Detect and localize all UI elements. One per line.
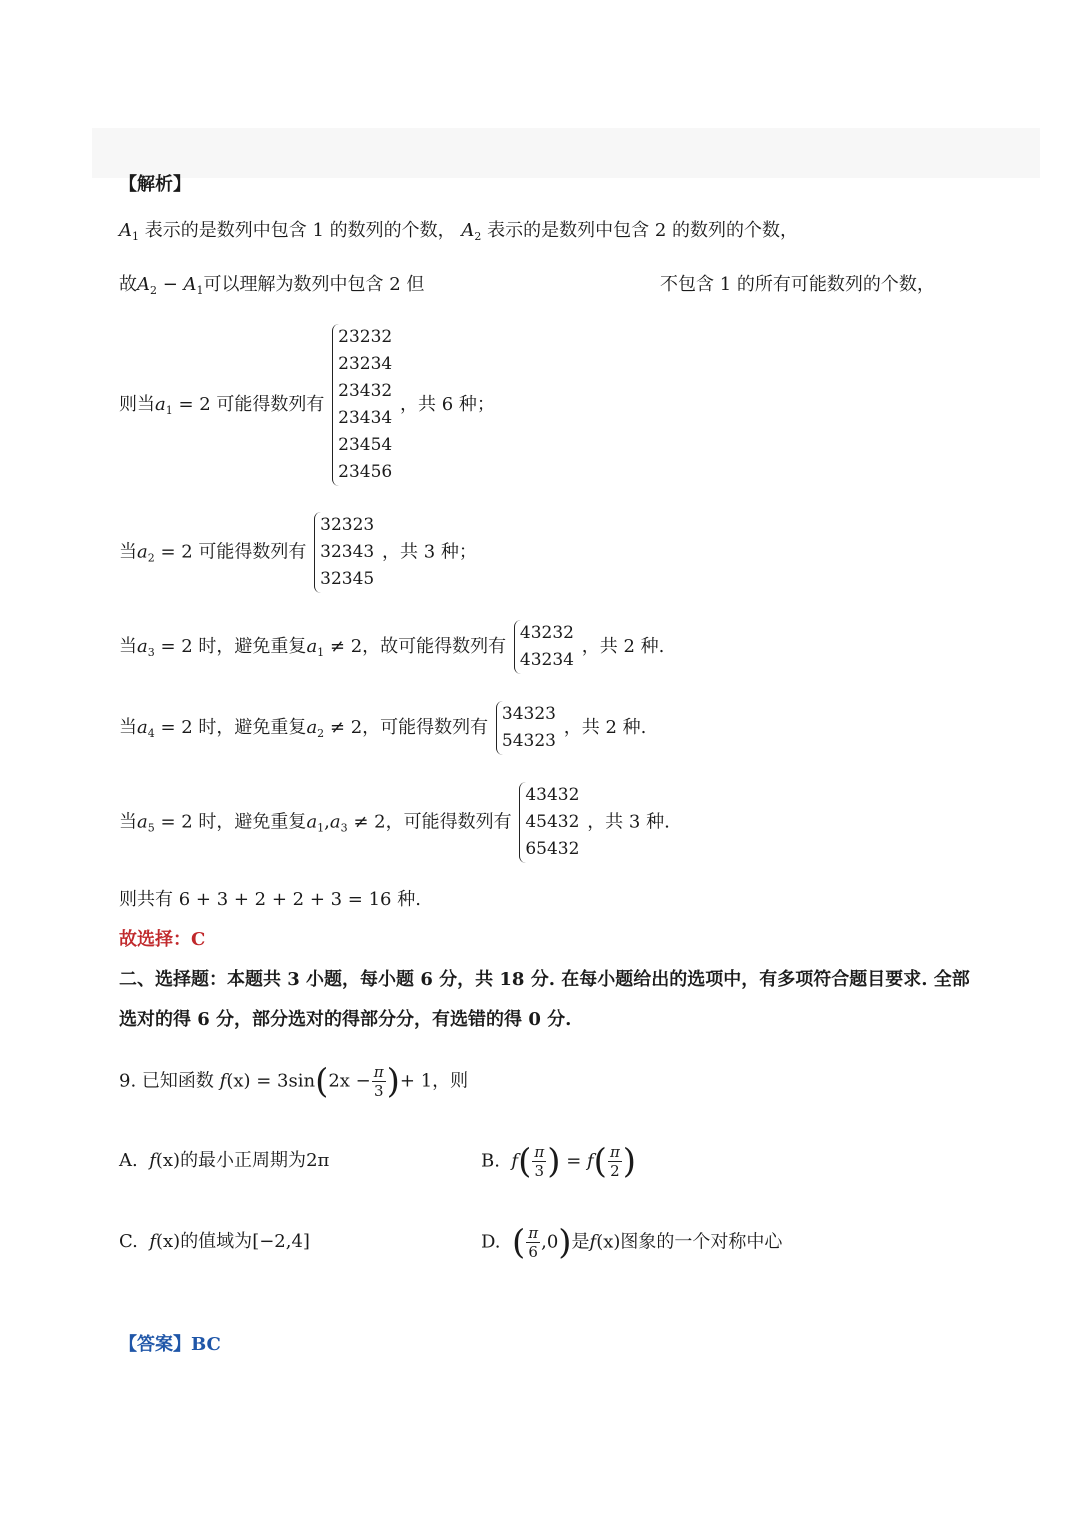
case-4: 当$a_4 = 2$ 时，避免重复$a_2 \ne 2$，可能得数列有 34323 54323 ，共 2 种. [119, 701, 646, 755]
analysis-header: 【解析】 [119, 174, 191, 195]
analysis-line-1: $A_1$ 表示的是数列中包含 1 的数列的个数， $A_2$ 表示的是数列中包含 2 的数列的个数， [119, 220, 799, 243]
case-1: 则当$a_1 = 2$ 可能得数列有 23232 23234 23432 23434 23454 23456 ，共 6 种； [119, 324, 495, 486]
case-5: 当$a_5 = 2$ 时，避免重复$a_1,a_3 \ne 2$，可能得数列有 43432 45432 65432 ，共 3 种. [119, 782, 670, 863]
section-2-desc: 选对的得 6 分，部分选对的得部分分，有选错的得 0 分. [119, 1009, 572, 1030]
case-1-list: 23232 23234 23432 23434 23454 23456 [332, 324, 392, 486]
question-9: 9. 已知函数 f(x) = 3sin(2x − $\frac{\pi}{3}$ )+ 1，则 [119, 1061, 469, 1102]
option-c[interactable]: C. f(x)的值域为[−2,4] [119, 1231, 310, 1252]
option-b[interactable]: B. f( $\frac{\pi}{3}$ ) = f( $\frac{\pi}{2}$ ) [481, 1141, 637, 1182]
total-line: 则共有 6 + 3 + 2 + 2 + 3 = 16 种. [119, 889, 421, 910]
case-2-list: 32323 32343 32345 [314, 512, 374, 593]
section-2-title: 二、选择题：本题共 3 小题，每小题 6 分，共 18 分. 在每小题给出的选项中，有多项符合题目要求. 全部 [119, 969, 970, 990]
option-a[interactable]: A. f(x)的最小正周期为2π [119, 1150, 330, 1171]
analysis-line-2: 故$A_2 - A_1$可以理解为数列中包含 2 但 [119, 274, 425, 297]
case-3-list: 43232 43234 [514, 620, 574, 674]
answer: 【答案】BC [119, 1334, 221, 1355]
option-d[interactable]: D. ( $\frac{\pi}{6}$ ,0)是f(x)图象的一个对称中心 [481, 1222, 783, 1263]
case-4-list: 34323 54323 [496, 701, 556, 755]
choice-answer: 故选择：C [119, 929, 206, 950]
case-2: 当$a_2 = 2$ 可能得数列有 32323 32343 32345 ，共 3 种； [119, 512, 477, 593]
case-5-list: 43432 45432 65432 [519, 782, 579, 863]
analysis-line-2-cont: 不包含 1 的所有可能数列的个数， [660, 274, 935, 295]
case-3: 当$a_3 = 2$ 时，避免重复$a_1 \ne 2$，故可能得数列有 43232 43234 ，共 2 种. [119, 620, 664, 674]
header-band [92, 128, 1040, 178]
